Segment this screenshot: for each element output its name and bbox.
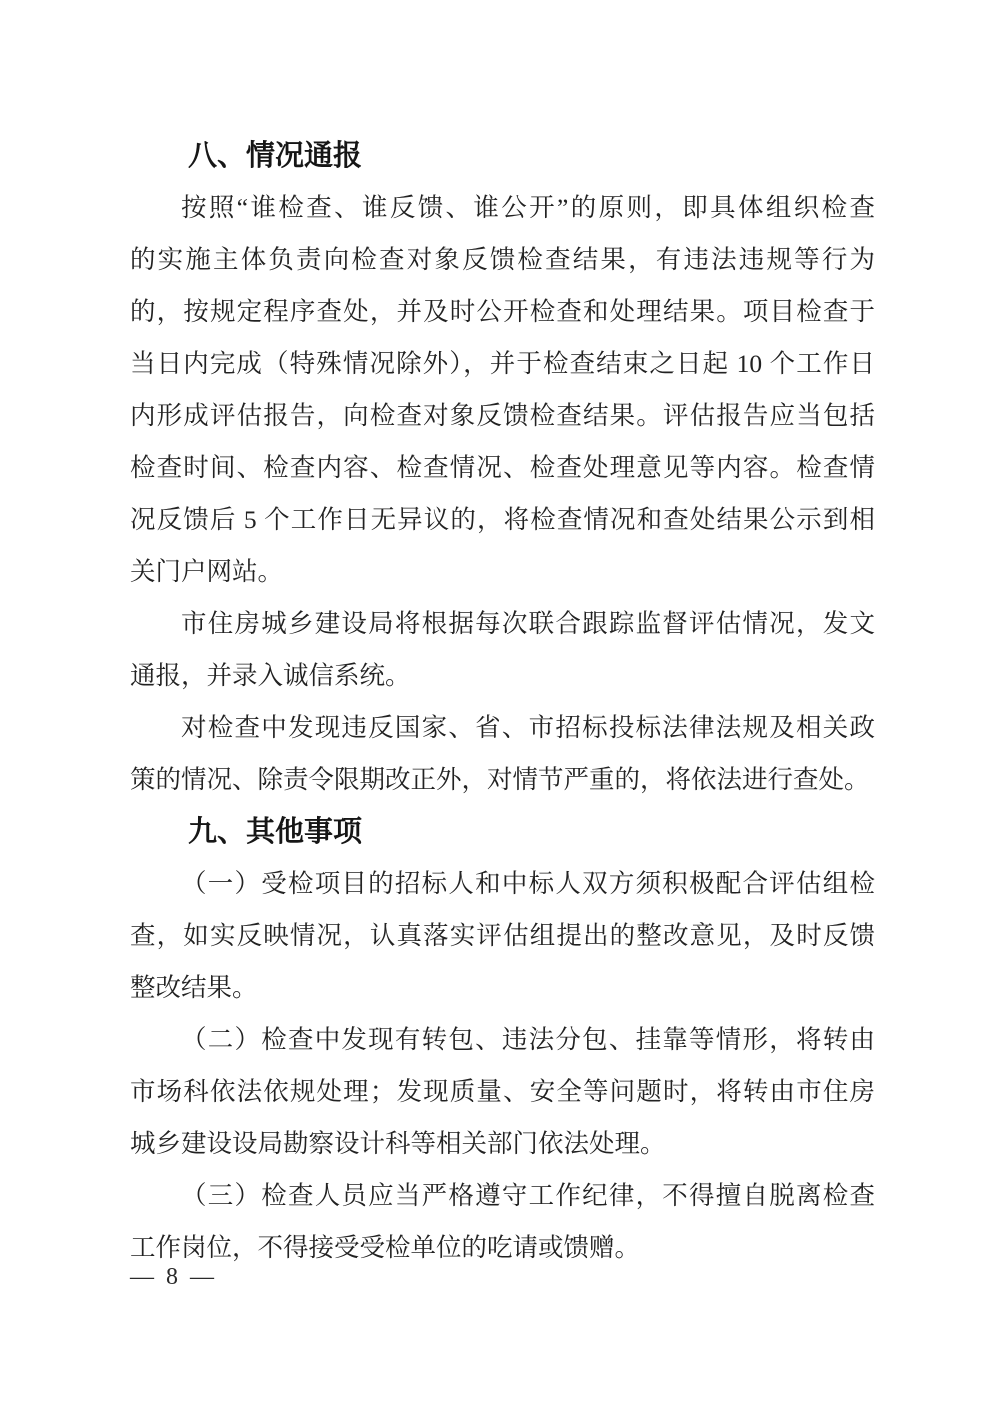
paragraph-line: 按照“谁检查、谁反馈、谁公开”的原则，即具体组织检查 xyxy=(181,193,875,222)
paragraph-line: 通报，并录入诚信系统。 xyxy=(130,661,411,690)
paragraph-line: 查，如实反映情况，认真落实评估组提出的整改意见，及时反馈 xyxy=(130,921,875,950)
paragraph-line: （一）受检项目的招标人和中标人双方须积极配合评估组检 xyxy=(181,869,875,898)
paragraph-line: 内形成评估报告，向检查对象反馈检查结果。评估报告应当包括 xyxy=(130,401,875,430)
paragraph-line: （三）检查人员应当严格遵守工作纪律，不得擅自脱离检查 xyxy=(181,1181,875,1210)
paragraph-line: 工作岗位，不得接受受检单位的吃请或馈赠。 xyxy=(130,1233,641,1262)
section-heading: 八、情况通报 xyxy=(188,140,363,172)
paragraph-line: 整改结果。 xyxy=(130,973,258,1002)
paragraph-line: 城乡建设设局勘察设计科等相关部门依法处理。 xyxy=(130,1129,666,1158)
paragraph-line: 检查时间、检查内容、检查情况、检查处理意见等内容。检查情 xyxy=(130,453,875,482)
paragraph-line: 对检查中发现违反国家、省、市招标投标法律法规及相关政 xyxy=(181,713,875,742)
paragraph-line: 况反馈后 5 个工作日无异议的，将检查情况和查处结果公示到相 xyxy=(130,505,875,534)
section-heading: 九、其他事项 xyxy=(188,816,363,848)
paragraph-line: 策的情况、除责令限期改正外，对情节严重的，将依法进行查处。 xyxy=(130,765,870,794)
paragraph-line: 市住房城乡建设局将根据每次联合跟踪监督评估情况，发文 xyxy=(181,609,875,638)
paragraph-line: 市场科依法依规处理；发现质量、安全等问题时，将转由市住房 xyxy=(130,1077,875,1106)
paragraph-line: （二）检查中发现有转包、违法分包、挂靠等情形，将转由 xyxy=(181,1025,875,1054)
paragraph-line: 的，按规定程序查处，并及时公开检查和处理结果。项目检查于 xyxy=(130,297,875,326)
paragraph-line: 关门户网站。 xyxy=(130,557,284,586)
document-body xyxy=(130,130,875,1274)
paragraph-line: 的实施主体负责向检查对象反馈检查结果，有违法违规等行为 xyxy=(130,245,875,274)
paragraph-line: 当日内完成（特殊情况除外），并于检查结束之日起 10 个工作日 xyxy=(130,349,875,378)
page-number: — 8 — xyxy=(130,1264,217,1290)
